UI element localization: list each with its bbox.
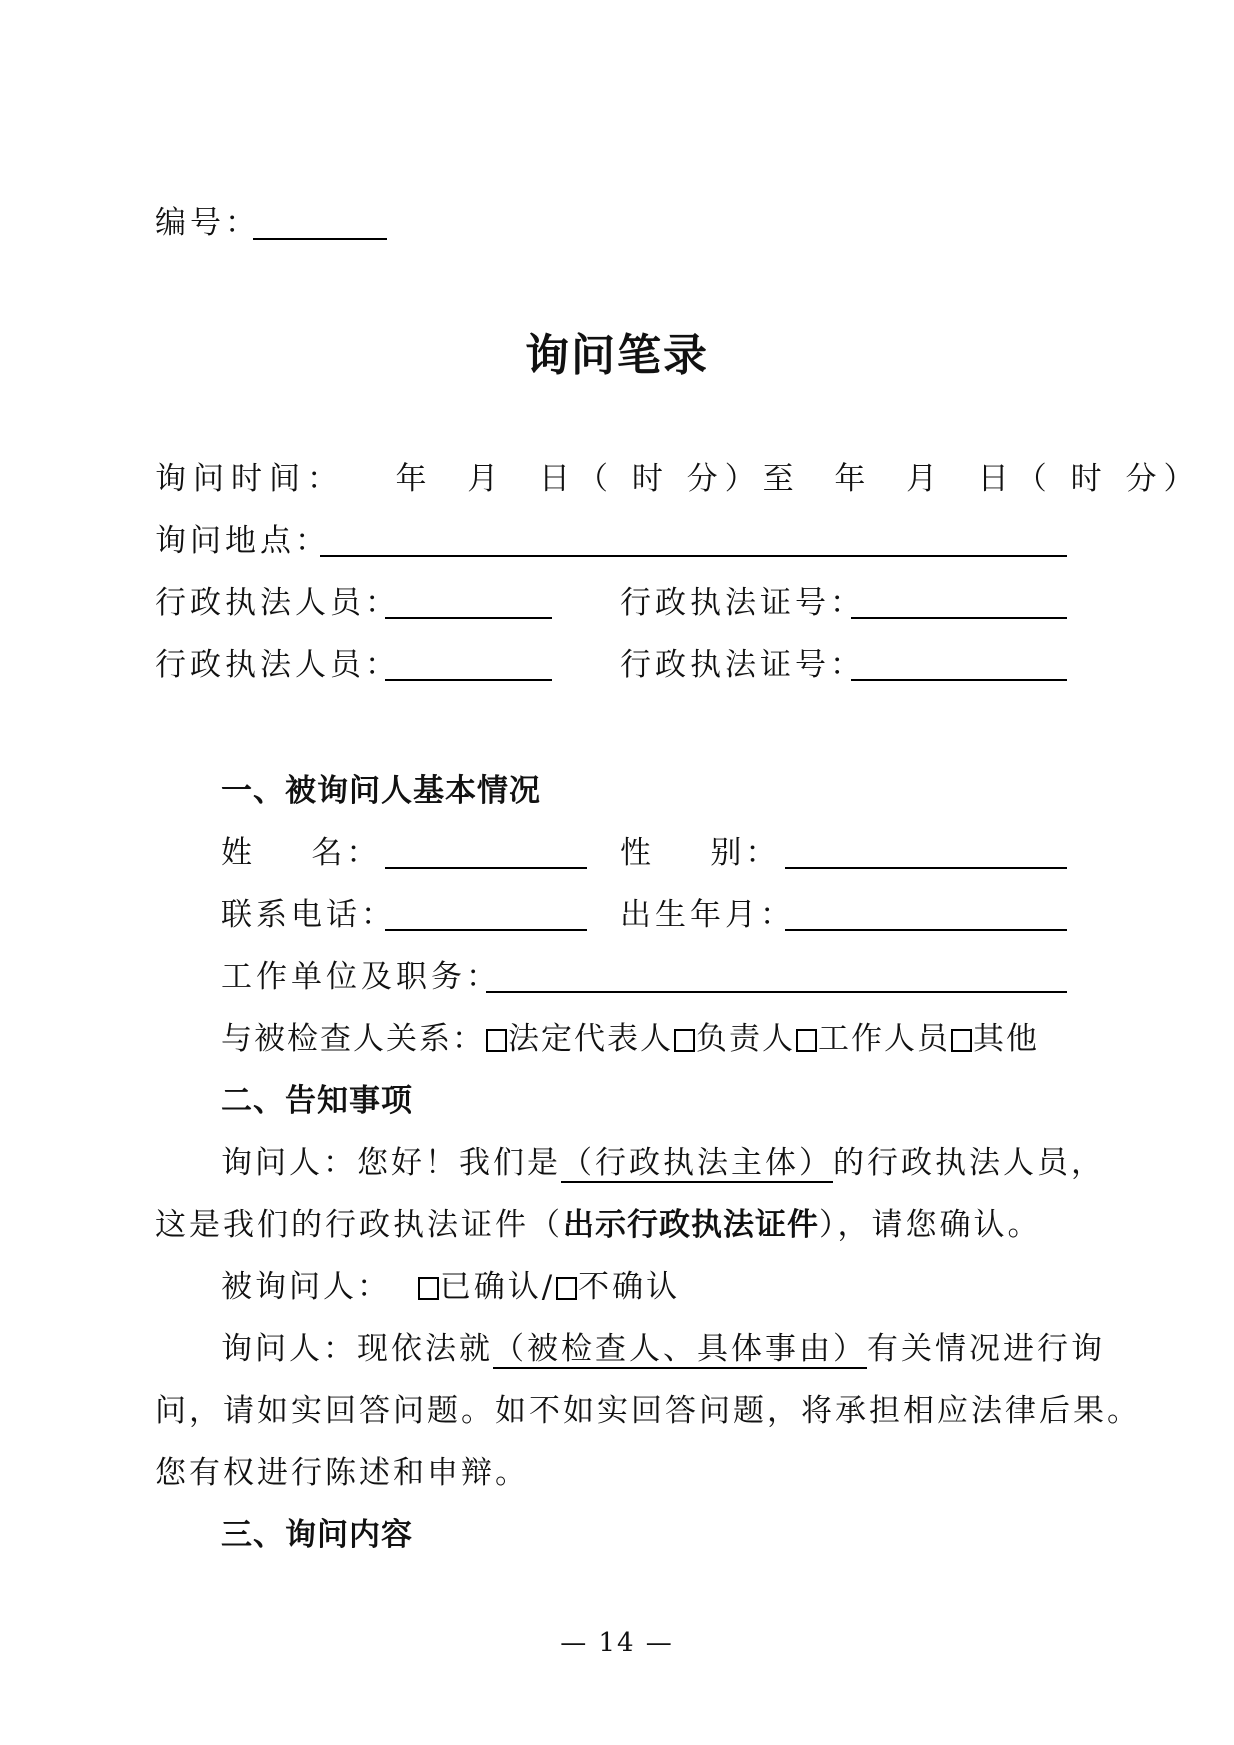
document-title: 询问笔录 <box>525 330 709 381</box>
birth-label: 出生年月： <box>620 897 795 933</box>
inquiry-place-label: 询问地点： <box>155 523 330 559</box>
notice-p1-start: 询问人：您好！我们是 <box>221 1145 561 1181</box>
gender-label: 性 别： <box>620 835 781 871</box>
notice-p1-line2-start: 这是我们的行政执法证件（ <box>155 1207 563 1243</box>
officer-1-field[interactable] <box>385 617 552 619</box>
relation-option-person-in-charge: 负责人 <box>696 1021 795 1057</box>
checkbox-person-in-charge[interactable] <box>674 1029 695 1052</box>
name-field[interactable] <box>385 867 587 869</box>
officer-1-label: 行政执法人员： <box>155 585 400 621</box>
relation-row <box>221 1020 1039 1058</box>
notice-p3-end: 有关情况进行询 <box>867 1331 1105 1367</box>
respondent-label: 被询问人： <box>221 1269 391 1305</box>
page-number: — 14 — <box>560 1628 674 1658</box>
confirmed-option: 已确认/ <box>439 1269 556 1305</box>
record-number-label: 编号： <box>155 205 260 241</box>
notice-p1-end: 的行政执法人员， <box>833 1145 1105 1181</box>
section-1-heading: 一、被询问人基本情况 <box>221 773 541 809</box>
relation-option-legal-rep: 法定代表人 <box>508 1021 673 1057</box>
officer-2-field[interactable] <box>385 679 552 681</box>
cert-2-field[interactable] <box>851 679 1067 681</box>
relation-option-staff: 工作人员 <box>818 1021 950 1057</box>
work-label: 工作单位及职务： <box>221 959 501 995</box>
inquiry-place-field[interactable] <box>320 555 1067 557</box>
birth-field[interactable] <box>785 929 1067 931</box>
section-2-heading: 二、告知事项 <box>221 1083 413 1119</box>
checkbox-legal-rep[interactable] <box>486 1029 507 1052</box>
cert-1-label: 行政执法证号： <box>620 585 865 621</box>
notice-p3-line2: 问，请如实回答问题。如不如实回答问题，将承担相应法律后果。 <box>155 1393 1141 1429</box>
notice-p1-line2-end: ），请您确认。 <box>819 1207 1042 1243</box>
gender-field[interactable] <box>785 867 1067 869</box>
relation-option-other: 其他 <box>973 1021 1039 1057</box>
notice-p2 <box>221 1268 680 1306</box>
relation-label: 与被检查人关系： <box>221 1021 485 1057</box>
enforcement-body-blank: （行政执法主体） <box>561 1145 833 1181</box>
notice-p1-line2 <box>155 1206 1042 1244</box>
cert-1-field[interactable] <box>851 617 1067 619</box>
inquiry-time-line: 询问时间： 年 月 日（ 时 分）至 年 月 日（ 时 分） <box>155 461 1202 497</box>
phone-label: 联系电话： <box>221 897 396 933</box>
cert-2-label: 行政执法证号： <box>620 647 865 683</box>
notice-p3-start: 询问人：现依法就 <box>221 1331 493 1367</box>
not-confirmed-option: 不确认 <box>578 1269 681 1305</box>
notice-p3-line1 <box>221 1330 1105 1368</box>
officer-2-label: 行政执法人员： <box>155 647 400 683</box>
checkbox-other[interactable] <box>951 1029 972 1052</box>
notice-p1-line1 <box>221 1144 1105 1182</box>
name-label: 姓 名： <box>221 835 382 871</box>
notice-p3-line3: 您有权进行陈述和申辩。 <box>155 1455 529 1491</box>
phone-field[interactable] <box>385 929 587 931</box>
section-3-heading: 三、询问内容 <box>221 1517 413 1553</box>
work-field[interactable] <box>486 991 1067 993</box>
show-certificate-note: 出示行政执法证件 <box>563 1207 819 1243</box>
checkbox-not-confirmed[interactable] <box>556 1277 577 1300</box>
record-number-field[interactable] <box>253 238 387 240</box>
checkbox-staff[interactable] <box>796 1029 817 1052</box>
checkbox-confirmed[interactable] <box>418 1277 439 1300</box>
inspected-party-blank: （被检查人、具体事由） <box>493 1331 867 1367</box>
